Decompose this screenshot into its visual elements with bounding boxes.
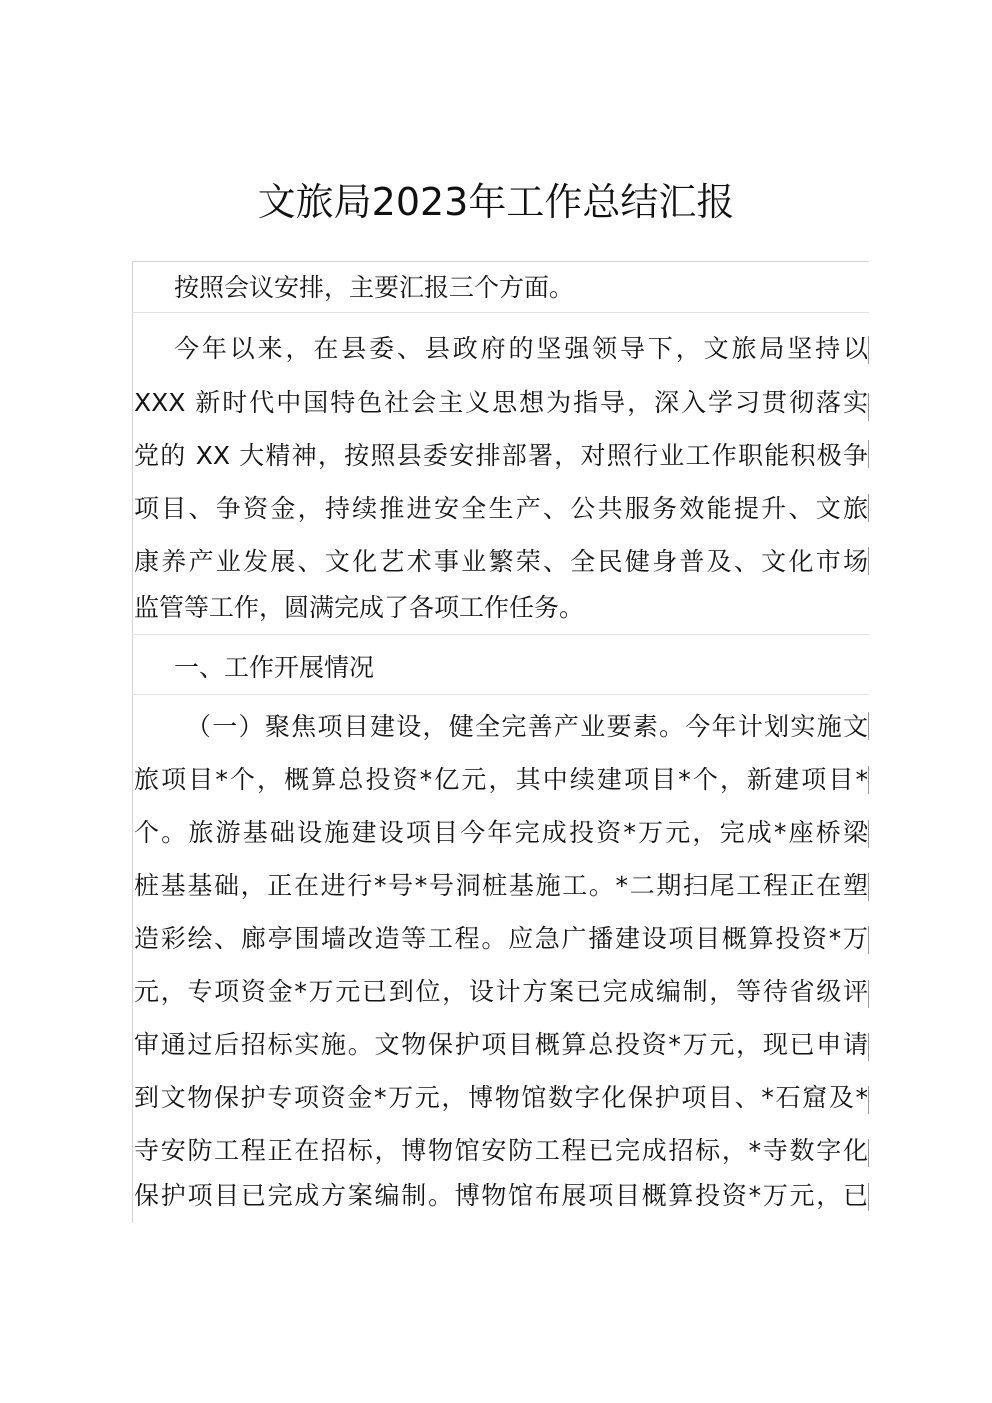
paragraph-separator	[132, 694, 869, 695]
body-line: 造彩绘、廊亭围墙改造等工程。应急广播建设项目概算投资*万	[134, 924, 868, 953]
body-line: （一）聚焦项目建设，健全完善产业要素。今年计划实施文	[186, 712, 868, 741]
body-line: 到文物保护专项资金*万元，博物馆数字化保护项目、*石窟及*	[134, 1083, 868, 1112]
frame-edge-mark	[868, 1033, 869, 1061]
body-line: 今年以来，在县委、县政府的坚强领导下，文旅局坚持以	[174, 334, 868, 363]
paragraph-separator	[132, 634, 869, 635]
body-line: 旅项目*个，概算总投资*亿元，其中续建项目*个，新建项目*	[134, 765, 868, 794]
frame-edge-mark	[868, 820, 869, 848]
frame-edge-mark	[868, 440, 869, 468]
body-line: 桩基基础，正在进行*号*号洞桩基施工。*二期扫尾工程正在塑	[134, 871, 868, 900]
paragraph-separator	[132, 312, 869, 313]
body-line: 个。旅游基础设施建设项目今年完成投资*万元，完成*座桥梁	[134, 818, 868, 847]
body-line: 审通过后招标实施。文物保护项目概算总投资*万元，现已申请	[134, 1030, 868, 1059]
frame-edge-mark	[868, 336, 869, 364]
body-line: 监管等工作，圆满完成了各项工作任务。	[134, 593, 585, 622]
frame-edge-mark	[868, 547, 869, 575]
body-line: 保护项目已完成方案编制。博物馆布展项目概算投资*万元，已	[134, 1181, 868, 1210]
frame-edge-mark	[868, 873, 869, 901]
frame-edge-mark	[868, 712, 869, 740]
body-line: 党的 XX 大精神，按照县委安排部署，对照行业工作职能积极争	[134, 441, 868, 470]
frame-edge-mark	[868, 980, 869, 1008]
body-line: 项目、争资金，持续推进安全生产、公共服务效能提升、文旅	[134, 494, 868, 523]
body-line: 康养产业发展、文化艺术事业繁荣、全民健身普及、文化市场	[134, 547, 868, 576]
document-title: 文旅局2023年工作总结汇报	[257, 180, 735, 224]
frame-edge-mark	[868, 393, 869, 421]
body-line: 寺安防工程正在招标，博物馆安防工程已完成招标，*寺数字化	[134, 1136, 868, 1165]
frame-edge-mark	[868, 1139, 869, 1167]
frame-edge-mark	[868, 494, 869, 522]
section-heading: 一、工作开展情况	[174, 653, 375, 682]
frame-edge-mark	[868, 766, 869, 794]
frame-edge-mark	[868, 926, 869, 954]
body-line: 元，专项资金*万元已到位，设计方案已完成编制，等待省级评	[134, 977, 868, 1006]
body-line: 按照会议安排，主要汇报三个方面。	[174, 273, 575, 302]
frame-edge-mark	[868, 1183, 869, 1211]
frame-edge-mark	[868, 1086, 869, 1114]
body-line: XXX 新时代中国特色社会主义思想为指导，深入学习贯彻落实	[134, 388, 868, 417]
